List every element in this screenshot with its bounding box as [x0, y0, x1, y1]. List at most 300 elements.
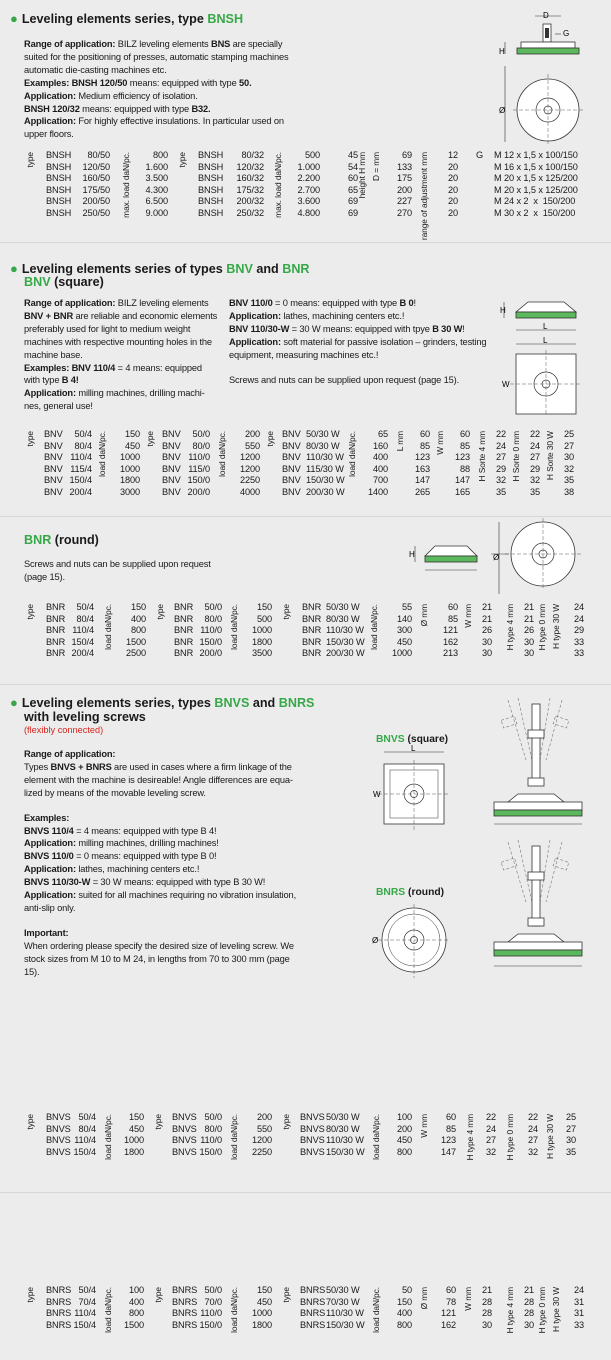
- column-header-label: type: [25, 1114, 35, 1130]
- table-cell: 400: [130, 613, 146, 624]
- text-run: and: [252, 262, 283, 276]
- table-cell: 200/4: [71, 648, 94, 659]
- bnsh-dim-g: G: [563, 29, 570, 38]
- bnsh-title: [10, 11, 243, 28]
- bnr-table: [24, 602, 611, 668]
- column-header-label: H type 30 W: [545, 1114, 555, 1159]
- table-cell: 800: [396, 1319, 412, 1330]
- table-cell: BNV: [162, 475, 181, 486]
- table-cell: 6.500: [145, 196, 168, 207]
- text-run: BNV 110/30-W: [229, 323, 290, 334]
- table-cell: 800: [130, 625, 146, 636]
- table-cell: 450: [256, 1296, 272, 1307]
- text-run: lathes, machining centers etc.!: [75, 864, 200, 875]
- column-header-label: Ø mm: [419, 604, 429, 627]
- table-cell: 28: [481, 1296, 492, 1307]
- col-label-load: max. load daN/pc.: [273, 152, 283, 218]
- table-cell: 80/30 W: [326, 1123, 360, 1134]
- table-cell: 1500: [123, 1319, 144, 1330]
- table-cell: 9.000: [145, 207, 168, 218]
- table-cell: BNRS: [46, 1319, 72, 1330]
- table-cell: 800: [396, 1146, 412, 1157]
- table-cell: 27: [527, 1135, 538, 1146]
- text-run: [24, 927, 296, 940]
- column-header-label: type: [25, 604, 35, 620]
- table-cell: 160: [372, 440, 388, 451]
- table-cell: 60: [445, 1112, 456, 1122]
- table-column: [118, 1112, 144, 1158]
- text-run: B 30 W: [432, 323, 463, 334]
- col-label-type: type: [25, 152, 35, 168]
- column-header-label: load daN/pc.: [371, 1114, 381, 1160]
- table-column: [306, 429, 345, 499]
- column-header-label: H type 30 W: [551, 604, 561, 649]
- table-cell: M 24 x 2 x 150/200: [494, 196, 576, 207]
- table-cell: 147: [414, 475, 430, 486]
- text-run: [24, 863, 296, 876]
- table-cell: 50/4: [78, 1285, 96, 1295]
- text-run: [24, 38, 302, 77]
- table-cell: BNR: [46, 613, 66, 624]
- table-cell: BNRS: [172, 1296, 198, 1307]
- text-run: Important:: [24, 927, 69, 938]
- table-cell: 270: [396, 207, 412, 218]
- text-run: Leveling elements series, types: [21, 696, 215, 710]
- bnr-note: Screws and nuts can be supplied upon request (page 15).: [24, 559, 211, 582]
- text-run: milling machines, drilling machi-nes, general use!: [24, 388, 205, 412]
- table-cell: 30: [523, 1319, 534, 1330]
- column-header-label: type: [153, 1287, 163, 1303]
- table-cell: 1400: [367, 486, 388, 497]
- table-cell: 50/30 W: [326, 1285, 360, 1295]
- table-cell: 265: [414, 486, 430, 497]
- bnrs-side-drawing: [488, 826, 588, 976]
- column-header-label: load daN/pc.: [103, 1287, 113, 1333]
- bnsh-table: [24, 150, 611, 241]
- column-header-label: H type 0 mm: [537, 604, 547, 651]
- table-cell: 31: [573, 1308, 584, 1319]
- bnvs-square-label: BNVS (square): [376, 734, 449, 745]
- col-ranges: [440, 150, 458, 220]
- table-column: [68, 429, 92, 499]
- col-label-height: height H mm: [357, 152, 367, 199]
- table-cell: 30: [481, 636, 492, 647]
- table-cell: 21: [481, 1285, 492, 1295]
- col-loads-right: [290, 150, 320, 220]
- text-run: [24, 876, 296, 889]
- text-run: ●: [10, 261, 18, 276]
- text-run: [24, 837, 296, 850]
- table-column: [564, 1285, 584, 1331]
- table-cell: 35: [563, 475, 574, 486]
- table-column: [46, 1285, 71, 1331]
- table-cell: BNVS: [172, 1135, 197, 1146]
- divider: [0, 242, 611, 243]
- table-cell: BNSH: [46, 207, 72, 218]
- table-cell: 110/4: [70, 452, 92, 463]
- table-cell: BNRS: [300, 1319, 326, 1330]
- column-header-label: W mm: [435, 431, 445, 455]
- col-label-d: D = mm: [371, 152, 381, 181]
- table-cell: 227: [396, 196, 412, 207]
- table-cell: BNVS: [300, 1123, 325, 1134]
- table-cell: 21: [523, 613, 534, 624]
- text-run: means: equipped with type: [127, 77, 240, 88]
- text-run: Range of application:: [24, 298, 116, 308]
- table-cell: 31: [573, 1296, 584, 1307]
- table-cell: 69: [347, 196, 358, 207]
- table-cell: 1200: [239, 463, 260, 474]
- text-run: [24, 115, 302, 141]
- table-cell: 110/0: [200, 625, 222, 636]
- text-run: [24, 90, 302, 103]
- table-cell: 25: [565, 1112, 576, 1122]
- table-cell: 65: [347, 184, 358, 195]
- divider: [0, 684, 611, 685]
- table-cell: BNSH: [46, 196, 72, 207]
- table-cell: 27: [565, 1123, 576, 1134]
- table-cell: 30: [523, 648, 534, 659]
- table-cell: BNRS: [172, 1319, 198, 1330]
- table-cell: 150/4: [73, 1319, 96, 1330]
- table-column: [556, 1112, 576, 1158]
- table-column: [434, 1285, 456, 1331]
- table-cell: 163: [414, 463, 430, 474]
- table-cell: 80/0: [192, 440, 210, 451]
- table-column: [326, 1112, 365, 1158]
- table-cell: 32: [529, 475, 540, 486]
- table-cell: BNVS: [172, 1123, 197, 1134]
- table-cell: 27: [495, 452, 506, 463]
- table-cell: 35: [529, 486, 540, 497]
- table-cell: BNR: [302, 636, 322, 647]
- text-run: [24, 387, 220, 413]
- table-cell: BNV: [44, 463, 63, 474]
- table-cell: BNV: [282, 440, 301, 451]
- table-cell: 30: [481, 648, 492, 659]
- table-column: [120, 602, 146, 660]
- text-run: BNV: [226, 262, 253, 276]
- table-cell: BNR: [46, 648, 66, 659]
- table-cell: BNV: [282, 463, 301, 474]
- table-cell: 150/0: [199, 1146, 222, 1157]
- table-cell: 28: [481, 1308, 492, 1319]
- column-header-label: type: [281, 604, 291, 620]
- table-cell: 200/0: [199, 648, 222, 659]
- text-run: Leveling elements series of types: [21, 262, 227, 276]
- text-run: B 4!: [61, 375, 79, 386]
- col-sizes-left: [80, 150, 110, 220]
- table-cell: 80/0: [204, 613, 222, 624]
- table-cell: 4.300: [145, 184, 168, 195]
- table-cell: 29: [495, 463, 506, 474]
- text-run: Medium efficiency of isolation.: [75, 90, 198, 101]
- text-run: [24, 362, 220, 388]
- table-cell: 32: [495, 475, 506, 486]
- table-cell: 120/50: [82, 161, 110, 172]
- table-column: [244, 1285, 272, 1331]
- table-cell: 162: [442, 636, 458, 647]
- table-cell: 200: [244, 429, 260, 439]
- text-run: means: equipped with type: [79, 103, 192, 114]
- table-cell: 550: [244, 440, 260, 451]
- table-cell: 50/30 W: [306, 429, 340, 439]
- text-run: Application:: [24, 838, 76, 849]
- text-run: [24, 310, 220, 362]
- table-cell: 250/50: [82, 207, 110, 218]
- table-cell: 70/4: [78, 1296, 96, 1307]
- table-cell: 110/0: [200, 1135, 222, 1146]
- text-run: 50.: [239, 77, 252, 88]
- table-column: [514, 602, 534, 660]
- table-cell: BNR: [174, 636, 194, 647]
- table-cell: 85: [419, 440, 430, 451]
- bnv-description-right: [229, 297, 499, 386]
- text-run: are used in cases where a firm linkage of the element with the machine is desireable! Angle differences are equa-lized by means of the movable leveling screw.: [24, 761, 293, 798]
- table-column: [404, 429, 430, 499]
- table-cell: 80/50: [87, 150, 110, 160]
- bnsh-dim-d: D: [543, 11, 549, 20]
- text-run: BNV: [24, 275, 51, 289]
- table-column: [244, 1112, 272, 1158]
- table-cell: 140: [396, 613, 412, 624]
- table-cell: BNV: [282, 486, 301, 497]
- table-cell: 450: [396, 1135, 412, 1146]
- table-cell: BNV: [44, 475, 63, 486]
- table-cell: 150: [124, 429, 140, 439]
- text-run: = 30 W means: equipped with type B 30 W!: [90, 877, 266, 888]
- table-cell: BNV: [44, 486, 63, 497]
- table-cell: 200/4: [69, 486, 92, 497]
- table-cell: 1500: [125, 636, 146, 647]
- table-cell: 24: [573, 1285, 584, 1295]
- text-run: BNVS + BNRS: [50, 761, 112, 772]
- text-run: BNR: [24, 533, 52, 547]
- text-run: and: [249, 696, 279, 710]
- column-header-label: type: [25, 1287, 35, 1303]
- table-cell: 32: [563, 463, 574, 474]
- table-cell: 35: [495, 486, 506, 497]
- bnvs-table: [24, 1112, 611, 1166]
- table-cell: 200/30 W: [306, 486, 345, 497]
- table-cell: BNVS: [172, 1112, 197, 1122]
- text-run: Range of application:: [24, 39, 116, 49]
- text-run: !: [462, 323, 465, 334]
- table-cell: BNSH: [198, 207, 224, 218]
- table-cell: BNR: [46, 625, 66, 636]
- text-run: = 0 means: equipped with type: [272, 298, 400, 308]
- column-header-label: H type 4 mm: [505, 604, 515, 651]
- table-cell: 65: [377, 429, 388, 439]
- column-header-label: H type 30 W: [551, 1287, 561, 1332]
- text-run: When ordering please specify the desired size of leveling screw. We stock sizes from M 10 to M 24, in lengths from 70 to 300 mm (page 15).: [24, 940, 294, 977]
- table-column: [174, 602, 193, 660]
- table-column: [172, 1112, 197, 1158]
- column-header-label: load daN/pc.: [97, 431, 107, 477]
- table-column: [172, 1285, 197, 1331]
- table-cell: 30: [481, 1319, 492, 1330]
- table-cell: 24: [573, 613, 584, 624]
- text-run: milling machines, drilling machines!: [75, 838, 219, 849]
- table-cell: 60: [447, 602, 458, 612]
- bnr-dim-o: Ø: [493, 553, 500, 562]
- text-run: Examples: BNV 110/4: [24, 362, 116, 373]
- table-cell: 30: [523, 636, 534, 647]
- bnv-description-left: [24, 297, 220, 413]
- text-run: For highly effective insulations. In particular used on upper floors.: [24, 116, 284, 140]
- col-threads: [494, 150, 578, 220]
- table-cell: 50/4: [74, 429, 92, 439]
- text-run: Examples:: [24, 812, 70, 823]
- text-run: lathes, machining centers etc.!: [280, 310, 405, 321]
- table-cell: 28: [523, 1296, 534, 1307]
- table-cell: 110/30 W: [306, 452, 344, 463]
- text-run: soft material for passive isolation – grinders, testing equipment, measuring machines etc.!: [229, 336, 487, 360]
- column-header-label: H type 4 mm: [505, 1287, 515, 1334]
- table-cell: 80/4: [76, 613, 94, 624]
- table-column: [436, 602, 458, 660]
- table-cell: 20: [447, 196, 458, 207]
- table-column: [112, 429, 140, 499]
- text-run: [229, 323, 499, 336]
- table-column: [518, 1112, 538, 1158]
- table-cell: 150/0: [199, 1319, 222, 1330]
- text-run: Application:: [24, 864, 76, 875]
- table-cell: BNRS: [300, 1296, 326, 1307]
- bnv-subtitle: [24, 275, 104, 291]
- table-cell: 45: [347, 150, 358, 160]
- table-cell: 27: [563, 440, 574, 451]
- table-cell: 110/30 W: [326, 625, 364, 636]
- table-cell: 400: [372, 463, 388, 474]
- bnr-dim-h: H: [409, 550, 415, 559]
- table-cell: 1200: [251, 1135, 272, 1146]
- text-run: [24, 812, 296, 825]
- table-cell: BNRS: [300, 1285, 326, 1295]
- table-cell: BNR: [174, 613, 194, 624]
- table-cell: BNR: [46, 636, 66, 647]
- table-cell: 2.700: [297, 184, 320, 195]
- table-cell: 27: [485, 1135, 496, 1146]
- table-cell: 450: [396, 636, 412, 647]
- table-cell: 24: [485, 1123, 496, 1134]
- bnrs-round-drawing: [370, 898, 470, 982]
- bnvs-description: [24, 748, 296, 979]
- table-column: [46, 1112, 71, 1158]
- table-cell: 110/0: [188, 452, 210, 463]
- text-run: [24, 761, 296, 800]
- table-cell: 1000: [391, 648, 412, 659]
- table-cell: 21: [481, 602, 492, 612]
- bnv-dim-l: L: [543, 322, 548, 331]
- table-column: [386, 1112, 412, 1158]
- table-cell: 70/0: [204, 1296, 222, 1307]
- table-cell: BNSH: [46, 150, 72, 160]
- table-cell: BNR: [174, 625, 194, 636]
- table-cell: 29: [573, 625, 584, 636]
- table-cell: 800: [152, 150, 168, 160]
- table-cell: 69: [401, 150, 412, 160]
- table-cell: BNSH: [198, 196, 224, 207]
- table-cell: 1800: [119, 475, 140, 486]
- table-cell: BNR: [302, 648, 322, 659]
- text-run: Examples: BNSH 120/50: [24, 77, 128, 88]
- bnrs-table: [24, 1285, 611, 1339]
- table-cell: 150: [396, 1296, 412, 1307]
- table-cell: 160/50: [82, 173, 110, 184]
- table-cell: 2250: [251, 1146, 272, 1157]
- table-cell: 1200: [239, 452, 260, 463]
- table-column: [384, 602, 412, 660]
- bnrs-round-label: BNRS (round): [376, 887, 445, 898]
- table-column: [230, 429, 260, 499]
- text-run: BNV 110/0: [229, 298, 273, 308]
- table-cell: 4.800: [297, 207, 320, 218]
- col-label-type: type: [25, 431, 35, 447]
- table-cell: 175/50: [82, 184, 110, 195]
- table-cell: 54: [347, 161, 358, 172]
- column-header-label: H Sorte 30 W: [545, 431, 555, 481]
- table-cell: M 30 x 2 x 150/200: [494, 207, 576, 218]
- table-cell: 24: [527, 1123, 538, 1134]
- table-cell: 80/0: [204, 1123, 222, 1134]
- text-run: BNVS 110/0: [24, 851, 74, 862]
- table-cell: 29: [529, 463, 540, 474]
- bnvs-title-2: with leveling screws: [24, 710, 146, 724]
- table-cell: 22: [495, 429, 506, 439]
- bnvs-dim-w: W: [373, 790, 381, 799]
- text-run: suited for all machines requiring no vibration insulation, anti-slip only.: [24, 890, 297, 913]
- table-cell: BNRS: [46, 1285, 72, 1295]
- table-column: [282, 429, 301, 499]
- table-cell: 450: [124, 440, 140, 451]
- bnvs-side-drawing: [488, 690, 588, 840]
- column-header-label: type: [281, 1114, 291, 1130]
- table-cell: 4000: [239, 486, 260, 497]
- table-cell: BNR: [46, 602, 66, 612]
- bnr-title: [24, 533, 99, 549]
- table-cell: 123: [414, 452, 430, 463]
- table-cell: 24: [573, 602, 584, 612]
- table-cell: 20: [447, 173, 458, 184]
- table-cell: 150: [256, 602, 272, 612]
- table-cell: 110/30 W: [326, 1135, 364, 1146]
- column-header-label: load daN/pc.: [103, 1114, 113, 1160]
- table-cell: 1000: [123, 1135, 144, 1146]
- table-cell: BNR: [302, 625, 322, 636]
- table-cell: 123: [454, 452, 470, 463]
- table-cell: 165: [454, 486, 470, 497]
- table-column: [44, 429, 63, 499]
- table-cell: BNVS: [46, 1135, 71, 1146]
- col-label-range: range of adjustment mm: [419, 152, 429, 241]
- bnv-dim-l: L: [543, 336, 548, 345]
- table-cell: 12: [447, 150, 458, 160]
- table-cell: BNRS: [300, 1308, 326, 1319]
- bnrs-dim-o: Ø: [372, 936, 379, 945]
- text-run: (round): [51, 533, 99, 547]
- column-header-label: type: [281, 1287, 291, 1303]
- table-cell: BNSH: [46, 161, 72, 172]
- table-cell: 213: [442, 648, 458, 659]
- table-cell: 100: [396, 1112, 412, 1122]
- table-cell: 1000: [119, 452, 140, 463]
- table-cell: BNV: [44, 429, 63, 439]
- table-cell: 162: [440, 1319, 456, 1330]
- table-cell: 700: [372, 475, 388, 486]
- table-cell: 50/0: [204, 1112, 222, 1122]
- text-run: = 0 means: equipped with type B 0!: [73, 851, 217, 862]
